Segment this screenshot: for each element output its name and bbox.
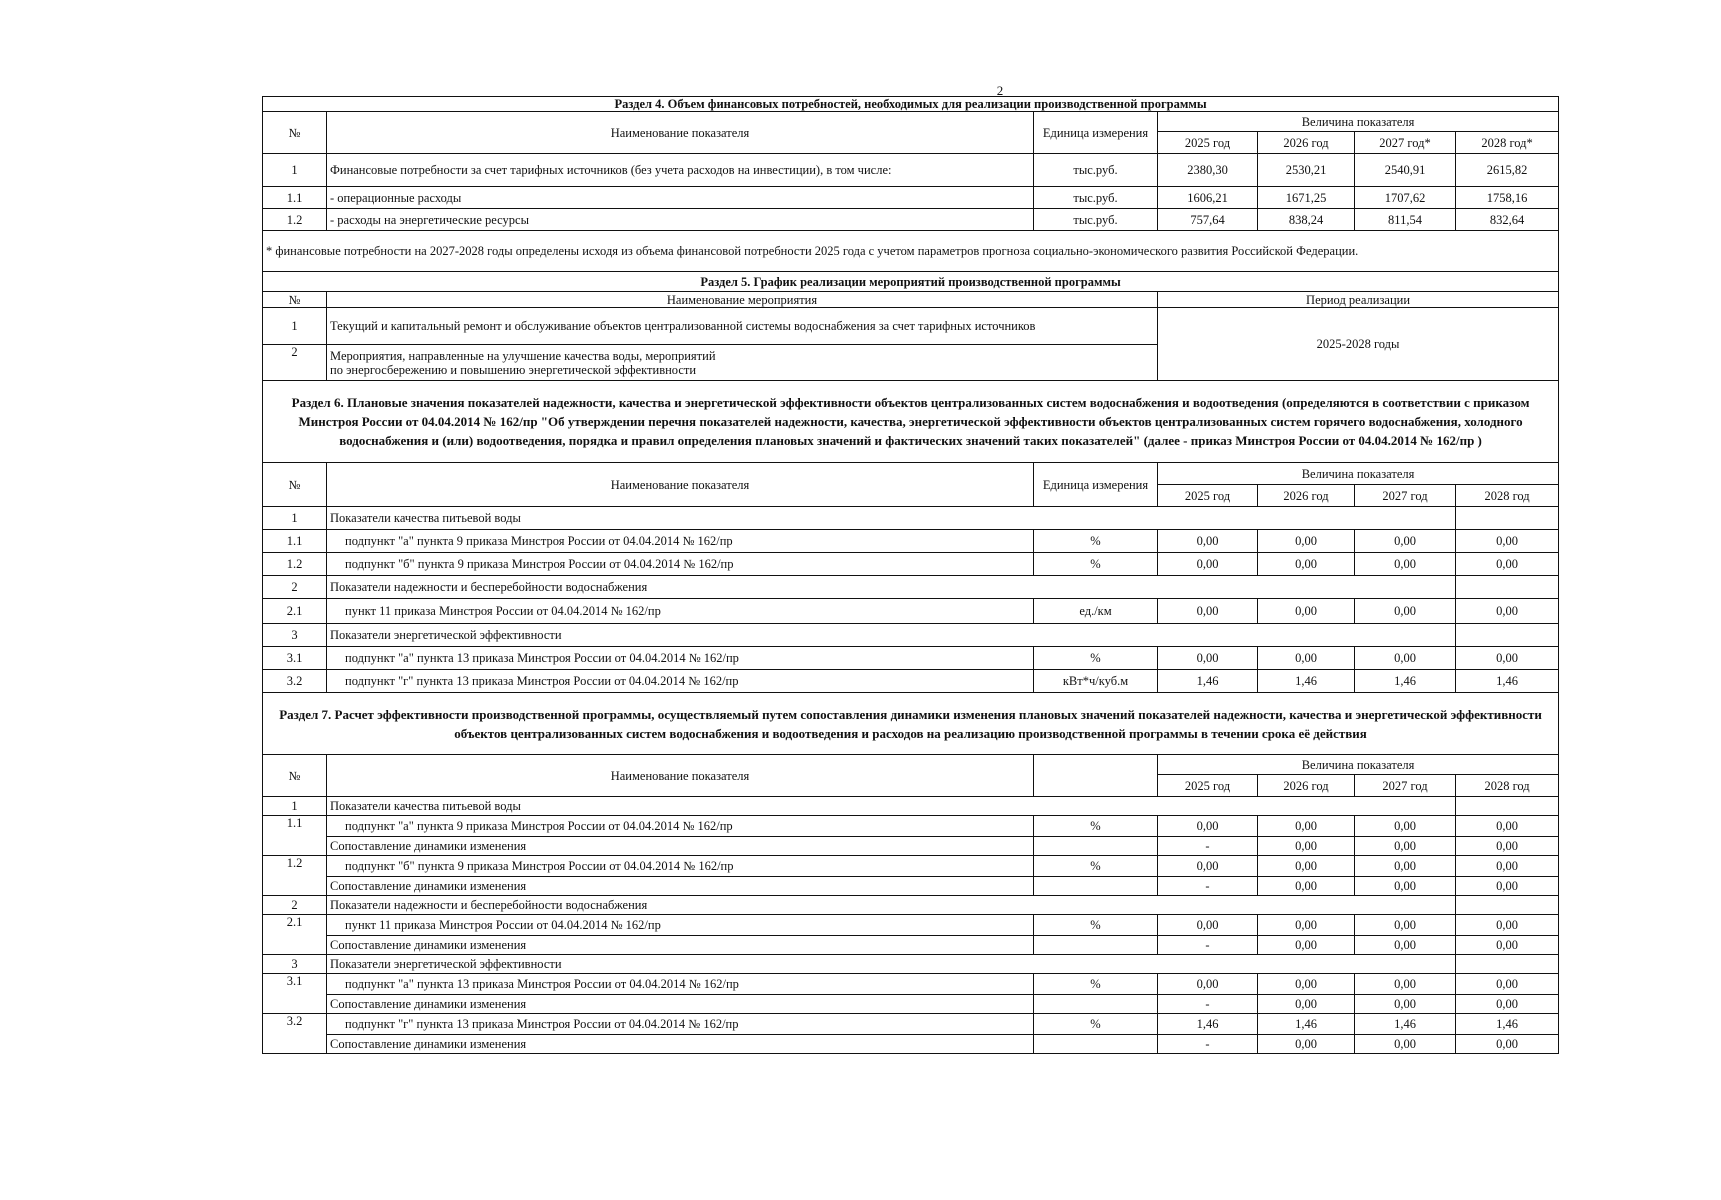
row-name: подпункт "г" пункта 13 приказа Минстроя России от 04.04.2014 № 162/пр <box>327 1014 1034 1035</box>
row-value: 0,00 <box>1158 553 1258 576</box>
row-num: 1 <box>263 154 327 187</box>
section4-title: Раздел 4. Объем финансовых потребностей, необходимых для реализации производственной программы <box>263 97 1559 112</box>
row-name: подпункт "б" пункта 9 приказа Минстроя России от 04.04.2014 № 162/пр <box>327 553 1034 576</box>
compare-value: 0,00 <box>1258 877 1355 896</box>
col-name-header: Наименование показателя <box>327 463 1034 507</box>
section5-title: Раздел 5. График реализации мероприятий производственной программы <box>263 272 1559 292</box>
row-value: 0,00 <box>1258 915 1355 936</box>
row-value: 0,00 <box>1258 974 1355 995</box>
row-name: пункт 11 приказа Минстроя России от 04.04.2014 № 162/пр <box>327 915 1034 936</box>
col-num-header: № <box>263 755 327 797</box>
table-row <box>263 856 1559 877</box>
col-num-header: № <box>263 292 327 308</box>
row-num: 2.1 <box>263 599 327 624</box>
row-value: 1671,25 <box>1258 187 1355 209</box>
row-value: 1,46 <box>1258 1014 1355 1035</box>
row-num: 1.1 <box>263 187 327 209</box>
year-header: 2028 год* <box>1456 132 1559 154</box>
table-row <box>263 209 1559 231</box>
compare-value: - <box>1158 995 1258 1014</box>
row-value: 1,46 <box>1158 1014 1258 1035</box>
row-value: 0,00 <box>1355 647 1456 670</box>
year-header: 2028 год <box>1456 775 1559 797</box>
row-num: 3.2 <box>263 670 327 693</box>
row-value: 0,00 <box>1456 530 1559 553</box>
table-row <box>263 974 1559 995</box>
row-value: 2530,21 <box>1258 154 1355 187</box>
row-name: Финансовые потребности за счет тарифных источников (без учета расходов на инвестиции), в том числе: <box>327 154 1034 187</box>
compare-value: 0,00 <box>1456 1035 1559 1054</box>
year-header: 2027 год <box>1355 485 1456 507</box>
row-value: 1606,21 <box>1158 187 1258 209</box>
table-row <box>263 187 1559 209</box>
row-value: 2615,82 <box>1456 154 1559 187</box>
group-row <box>263 896 1559 915</box>
table-row <box>263 599 1559 624</box>
row-value: 0,00 <box>1355 915 1456 936</box>
row-num: 1.2 <box>263 856 327 896</box>
col-num-header: № <box>263 112 327 154</box>
row-unit: % <box>1034 915 1158 936</box>
group-row <box>263 797 1559 816</box>
table-row <box>263 308 1559 345</box>
compare-label: Сопоставление динамики изменения <box>327 995 1034 1014</box>
row-value: 0,00 <box>1355 974 1456 995</box>
row-value: 0,00 <box>1456 816 1559 837</box>
row-num: 3.1 <box>263 974 327 1014</box>
row-unit: % <box>1034 1014 1158 1035</box>
row-name: пункт 11 приказа Минстроя России от 04.04.2014 № 162/пр <box>327 599 1034 624</box>
table-row <box>263 1014 1559 1035</box>
row-name: - расходы на энергетические ресурсы <box>327 209 1034 231</box>
group-name: Показатели энергетической эффективности <box>327 955 1456 974</box>
row-unit: тыс.руб. <box>1034 209 1158 231</box>
col-period-header: Период реализации <box>1158 292 1559 308</box>
row-value: 0,00 <box>1258 816 1355 837</box>
row-value: 1707,62 <box>1355 187 1456 209</box>
document <box>262 96 1558 1054</box>
compare-row <box>263 837 1559 856</box>
row-num: 2 <box>263 576 327 599</box>
group-name: Показатели качества питьевой воды <box>327 507 1456 530</box>
compare-value: - <box>1158 877 1258 896</box>
row-value: 0,00 <box>1158 974 1258 995</box>
row-value: 0,00 <box>1355 816 1456 837</box>
row-name <box>327 345 1158 381</box>
row-num: 1.1 <box>263 816 327 856</box>
row-value: 0,00 <box>1158 647 1258 670</box>
row-value: 0,00 <box>1258 856 1355 877</box>
group-row <box>263 624 1559 647</box>
row-value: 1,46 <box>1258 670 1355 693</box>
compare-value: 0,00 <box>1258 995 1355 1014</box>
row-num: 3.2 <box>263 1014 327 1054</box>
col-unit-header-empty <box>1034 755 1158 797</box>
row-unit: % <box>1034 647 1158 670</box>
compare-value: 0,00 <box>1456 936 1559 955</box>
table-row <box>263 816 1559 837</box>
compare-value: 0,00 <box>1258 837 1355 856</box>
row-name-line: по энергосбережению и повышению энергетической эффективности <box>330 362 697 377</box>
table-row <box>263 530 1559 553</box>
row-value: 838,24 <box>1258 209 1355 231</box>
row-num: 3 <box>263 624 327 647</box>
col-value-header: Величина показателя <box>1158 112 1559 132</box>
row-value: 0,00 <box>1158 816 1258 837</box>
footnote: * финансовые потребности на 2027-2028 годы определены исходя из объема финансовой потребности 2025 года с учетом параметров прогноза социально-экономического развития Российской Федерации. <box>263 231 1559 272</box>
compare-value: 0,00 <box>1456 877 1559 896</box>
row-name-line: Мероприятия, направленные на улучшение качества воды, мероприятий <box>330 348 716 363</box>
col-value-header: Величина показателя <box>1158 463 1559 485</box>
group-row <box>263 955 1559 974</box>
row-value: 0,00 <box>1258 599 1355 624</box>
col-value-header: Величина показателя <box>1158 755 1559 775</box>
row-num: 1.1 <box>263 530 327 553</box>
compare-row <box>263 936 1559 955</box>
compare-value: 0,00 <box>1355 837 1456 856</box>
col-unit-header: Единица измерения <box>1034 463 1158 507</box>
row-unit: % <box>1034 553 1158 576</box>
row-num: 1 <box>263 308 327 345</box>
row-num: 2.1 <box>263 915 327 955</box>
compare-row <box>263 1035 1559 1054</box>
group-row <box>263 507 1559 530</box>
row-value: 832,64 <box>1456 209 1559 231</box>
row-value: 0,00 <box>1355 599 1456 624</box>
col-name-header: Наименование показателя <box>327 112 1034 154</box>
row-value: 1,46 <box>1158 670 1258 693</box>
compare-value: 0,00 <box>1355 877 1456 896</box>
compare-value: - <box>1158 1035 1258 1054</box>
row-value: 1,46 <box>1456 1014 1559 1035</box>
compare-value: - <box>1158 837 1258 856</box>
compare-row <box>263 995 1559 1014</box>
row-value: 1,46 <box>1355 1014 1456 1035</box>
row-value: 811,54 <box>1355 209 1456 231</box>
row-name: Текущий и капитальный ремонт и обслуживание объектов централизованной системы водоснабжения за счет тарифных источников <box>327 308 1158 345</box>
compare-value: 0,00 <box>1258 936 1355 955</box>
row-value: 0,00 <box>1158 856 1258 877</box>
section6-title: Раздел 6. Плановые значения показателей надежности, качества и энергетической эффективности объектов централизованных систем водоснабжения и водоотведения (определяются в соответствии с приказом Минстроя России от 04.04.2014 № 162/пр "Об утверждении перечня показателей надежности, качества, энергетической эффективности объектов централизованных систем горячего водоснабжения, холодного водоснабжения и (или) водоотведения, порядка и правил определения плановых значений и фактических значений таких показателей" (далее - приказ Минстроя России от 04.04.2014 № 162/пр ) <box>263 381 1559 463</box>
row-num: 3.1 <box>263 647 327 670</box>
row-unit: % <box>1034 856 1158 877</box>
row-value: 0,00 <box>1258 530 1355 553</box>
row-unit: кВт*ч/куб.м <box>1034 670 1158 693</box>
row-num: 1 <box>263 507 327 530</box>
table-row <box>263 915 1559 936</box>
row-value: 2380,30 <box>1158 154 1258 187</box>
compare-label: Сопоставление динамики изменения <box>327 936 1034 955</box>
row-value: 0,00 <box>1258 647 1355 670</box>
row-unit: % <box>1034 974 1158 995</box>
row-num: 2 <box>263 345 327 381</box>
row-value: 2540,91 <box>1355 154 1456 187</box>
row-value: 0,00 <box>1258 553 1355 576</box>
group-row <box>263 576 1559 599</box>
compare-value: 0,00 <box>1456 837 1559 856</box>
compare-value: 0,00 <box>1258 1035 1355 1054</box>
group-name: Показатели надежности и бесперебойности водоснабжения <box>327 896 1456 915</box>
table-row <box>263 670 1559 693</box>
compare-value: 0,00 <box>1355 936 1456 955</box>
col-num-header: № <box>263 463 327 507</box>
table-row <box>263 553 1559 576</box>
year-header: 2026 год <box>1258 485 1355 507</box>
row-value: 1,46 <box>1456 670 1559 693</box>
row-name: - операционные расходы <box>327 187 1034 209</box>
row-value: 0,00 <box>1355 530 1456 553</box>
row-num: 1 <box>263 797 327 816</box>
row-value: 0,00 <box>1456 974 1559 995</box>
compare-value: 0,00 <box>1355 995 1456 1014</box>
row-name: подпункт "а" пункта 13 приказа Минстроя России от 04.04.2014 № 162/пр <box>327 974 1034 995</box>
year-header: 2026 год <box>1258 132 1355 154</box>
compare-label: Сопоставление динамики изменения <box>327 837 1034 856</box>
compare-value: 0,00 <box>1355 1035 1456 1054</box>
row-value: 0,00 <box>1158 599 1258 624</box>
row-num: 3 <box>263 955 327 974</box>
row-value: 757,64 <box>1158 209 1258 231</box>
year-header: 2025 год <box>1158 132 1258 154</box>
period-value: 2025-2028 годы <box>1158 308 1559 381</box>
row-name: подпункт "а" пункта 9 приказа Минстроя России от 04.04.2014 № 162/пр <box>327 530 1034 553</box>
col-name-header: Наименование показателя <box>327 755 1034 797</box>
row-unit: % <box>1034 530 1158 553</box>
row-value: 0,00 <box>1456 553 1559 576</box>
row-num: 1.2 <box>263 553 327 576</box>
group-name: Показатели качества питьевой воды <box>327 797 1456 816</box>
main-table <box>262 96 1559 1054</box>
table-row <box>263 647 1559 670</box>
year-header: 2027 год <box>1355 775 1456 797</box>
page-number: 2 <box>996 83 1004 98</box>
row-value: 0,00 <box>1355 553 1456 576</box>
year-header: 2028 год <box>1456 485 1559 507</box>
row-num: 1.2 <box>263 209 327 231</box>
row-unit: ед./км <box>1034 599 1158 624</box>
compare-label: Сопоставление динамики изменения <box>327 1035 1034 1054</box>
section7-title: Раздел 7. Расчет эффективности производственной программы, осуществляемый путем сопоставления динамики изменения плановых значений показателей надежности, качества и энергетической эффективности объектов централизованных систем водоснабжения и водоотведения и расходов на реализацию производственной программы в течении срока её действия <box>263 693 1559 755</box>
row-value: 0,00 <box>1355 856 1456 877</box>
row-value: 0,00 <box>1158 530 1258 553</box>
compare-value: 0,00 <box>1456 995 1559 1014</box>
row-value: 1,46 <box>1355 670 1456 693</box>
compare-label: Сопоставление динамики изменения <box>327 877 1034 896</box>
row-value: 0,00 <box>1456 647 1559 670</box>
row-value: 0,00 <box>1456 915 1559 936</box>
row-unit: тыс.руб. <box>1034 187 1158 209</box>
col-event-header: Наименование мероприятия <box>327 292 1158 308</box>
row-name: подпункт "а" пункта 13 приказа Минстроя России от 04.04.2014 № 162/пр <box>327 647 1034 670</box>
row-unit: % <box>1034 816 1158 837</box>
row-num: 2 <box>263 896 327 915</box>
row-value: 0,00 <box>1158 915 1258 936</box>
row-name: подпункт "г" пункта 13 приказа Минстроя России от 04.04.2014 № 162/пр <box>327 670 1034 693</box>
year-header: 2025 год <box>1158 775 1258 797</box>
compare-row <box>263 877 1559 896</box>
row-name: подпункт "б" пункта 9 приказа Минстроя России от 04.04.2014 № 162/пр <box>327 856 1034 877</box>
year-header: 2025 год <box>1158 485 1258 507</box>
row-value: 0,00 <box>1456 599 1559 624</box>
table-row <box>263 154 1559 187</box>
compare-value: - <box>1158 936 1258 955</box>
row-value: 0,00 <box>1456 856 1559 877</box>
col-unit-header: Единица измерения <box>1034 112 1158 154</box>
year-header: 2027 год* <box>1355 132 1456 154</box>
group-name: Показатели надежности и бесперебойности водоснабжения <box>327 576 1456 599</box>
row-name: подпункт "а" пункта 9 приказа Минстроя России от 04.04.2014 № 162/пр <box>327 816 1034 837</box>
group-name: Показатели энергетической эффективности <box>327 624 1456 647</box>
row-value: 1758,16 <box>1456 187 1559 209</box>
row-unit: тыс.руб. <box>1034 154 1158 187</box>
year-header: 2026 год <box>1258 775 1355 797</box>
